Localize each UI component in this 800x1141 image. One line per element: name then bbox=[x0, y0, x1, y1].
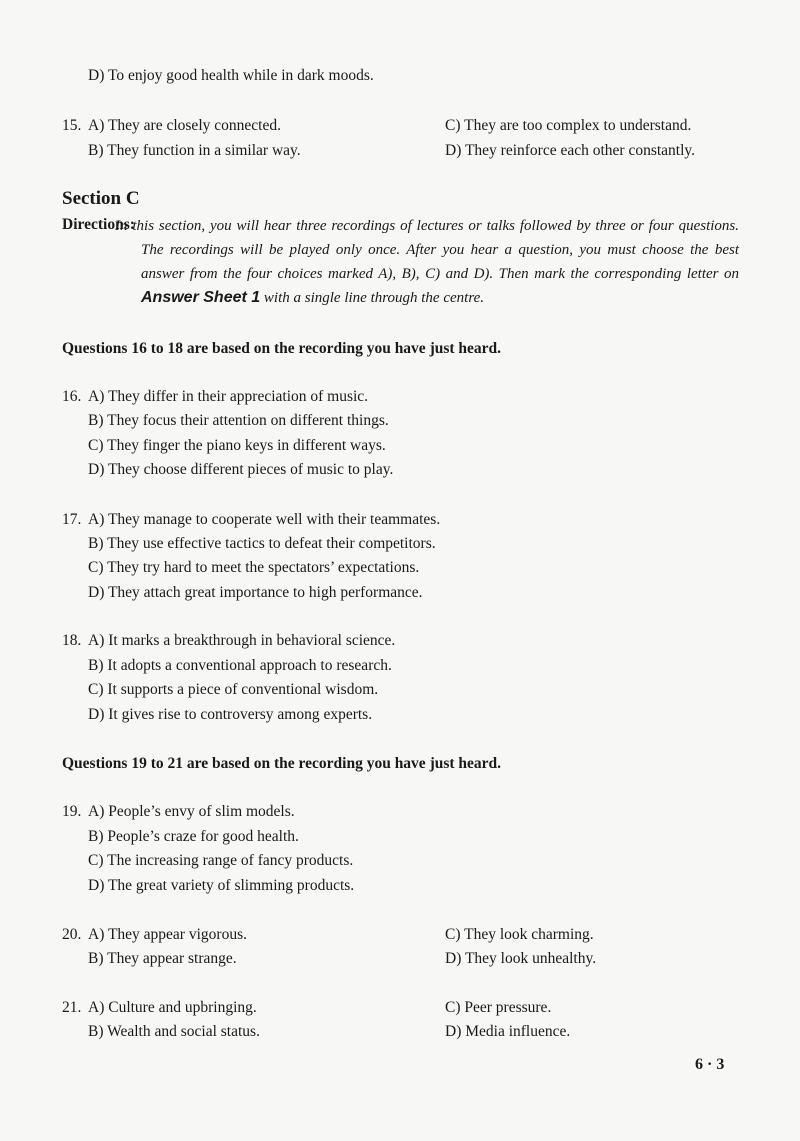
directions-label: Directions: bbox=[62, 216, 135, 233]
q16-option-d: D) They choose different pieces of music to play. bbox=[88, 461, 394, 478]
q19-option-d: D) The great variety of slimming products. bbox=[88, 877, 355, 894]
q15-option-d: D) They reinforce each other constantly. bbox=[445, 142, 696, 159]
q20-option-a: A) They appear vigorous. bbox=[88, 926, 247, 943]
q15-option-b: B) They function in a similar way. bbox=[88, 142, 301, 159]
q19-option-c: C) The increasing range of fancy products. bbox=[88, 852, 354, 869]
q21-number: 21. bbox=[62, 999, 82, 1016]
directions-text bbox=[115, 214, 739, 310]
q17-number: 17. bbox=[62, 511, 82, 528]
q20-option-c: C) They look charming. bbox=[445, 926, 594, 943]
q20-number: 20. bbox=[62, 926, 82, 943]
q15-number: 15. bbox=[62, 117, 82, 134]
group2-heading: Questions 19 to 21 are based on the recording you have just heard. bbox=[62, 755, 502, 772]
q16-option-c: C) They finger the piano keys in different ways. bbox=[88, 437, 386, 454]
q18-option-d: D) It gives rise to controversy among experts. bbox=[88, 706, 373, 723]
q18-number: 18. bbox=[62, 632, 82, 649]
section-c-title: Section C bbox=[62, 188, 140, 209]
page-number: 6 · 3 bbox=[695, 1056, 725, 1073]
q21-option-b: B) Wealth and social status. bbox=[88, 1023, 260, 1040]
q20-option-d: D) They look unhealthy. bbox=[445, 950, 597, 967]
q18-option-b: B) It adopts a conventional approach to research. bbox=[88, 657, 392, 674]
q15-option-a: A) They are closely connected. bbox=[88, 117, 281, 134]
q16-option-a: A) They differ in their appreciation of music. bbox=[88, 388, 369, 405]
q21-option-a: A) Culture and upbringing. bbox=[88, 999, 257, 1016]
q19-option-a: A) People’s envy of slim models. bbox=[88, 803, 295, 820]
q18-option-a: A) It marks a breakthrough in behavioral science. bbox=[88, 632, 396, 649]
directions-part2: with a single line through the centre. bbox=[260, 290, 485, 306]
q14-option-d: D) To enjoy good health while in dark moods. bbox=[88, 67, 374, 84]
q21-option-c: C) Peer pressure. bbox=[445, 999, 552, 1016]
q17-option-d: D) They attach great importance to high performance. bbox=[88, 584, 423, 601]
group1-heading: Questions 16 to 18 are based on the recording you have just heard. bbox=[62, 340, 502, 357]
q16-option-b: B) They focus their attention on different things. bbox=[88, 412, 389, 429]
directions-part1: In this section, you will hear three recordings of lectures or talks followed by three or four questions. The recordings will be played only once. After you hear a question, you must choose the best answer from the four choices marked A), B), C) and D). Then mark the corresponding letter on bbox=[115, 218, 739, 282]
q20-option-b: B) They appear strange. bbox=[88, 950, 237, 967]
q21-option-d: D) Media influence. bbox=[445, 1023, 571, 1040]
answer-sheet-label: Answer Sheet 1 bbox=[141, 289, 261, 306]
q16-number: 16. bbox=[62, 388, 82, 405]
q17-option-a: A) They manage to cooperate well with their teammates. bbox=[88, 511, 441, 528]
q17-option-b: B) They use effective tactics to defeat their competitors. bbox=[88, 535, 436, 552]
q19-option-b: B) People’s craze for good health. bbox=[88, 828, 299, 845]
q19-number: 19. bbox=[62, 803, 82, 820]
q18-option-c: C) It supports a piece of conventional wisdom. bbox=[88, 681, 379, 698]
q17-option-c: C) They try hard to meet the spectators’ expectations. bbox=[88, 559, 420, 576]
q15-option-c: C) They are too complex to understand. bbox=[445, 117, 692, 134]
